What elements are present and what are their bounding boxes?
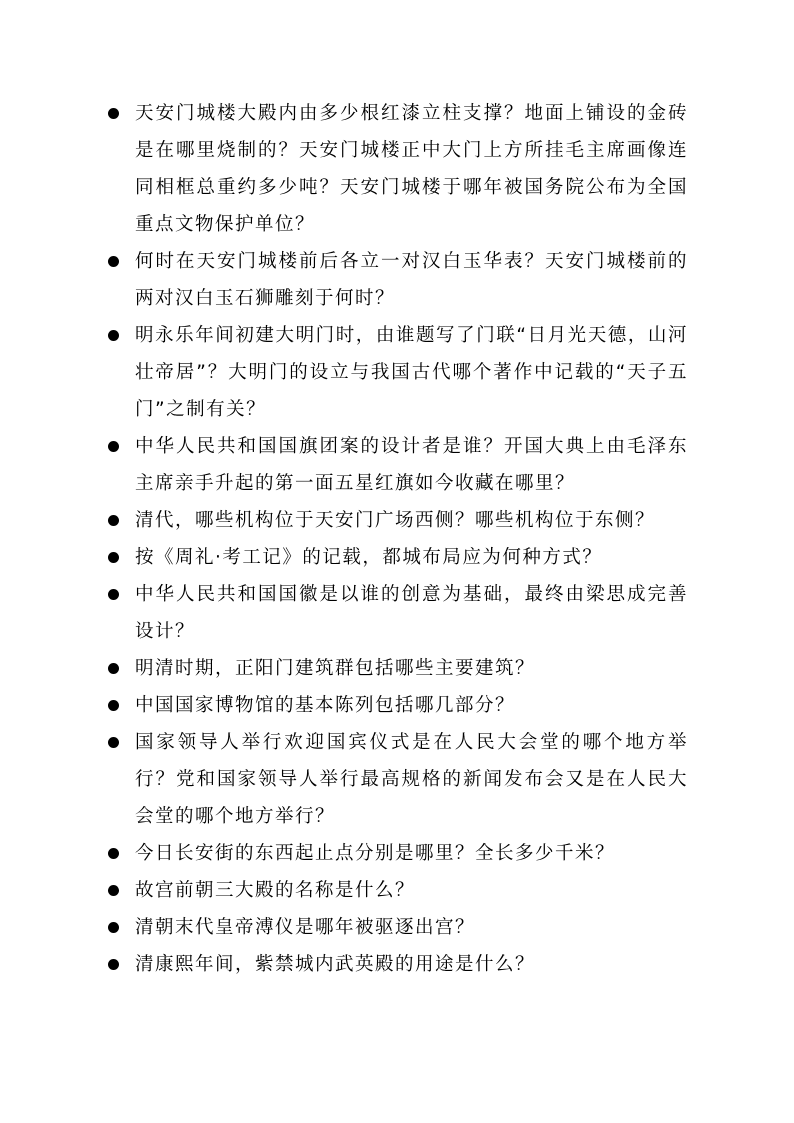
question-list bbox=[108, 95, 688, 983]
question-text: 中国国家博物馆的基本陈列包括哪几部分？ bbox=[135, 695, 516, 716]
question-item bbox=[108, 687, 688, 724]
bullet-icon bbox=[108, 330, 119, 341]
question-item bbox=[108, 539, 688, 576]
question-item bbox=[108, 502, 688, 539]
question-item bbox=[108, 946, 688, 983]
bullet-icon bbox=[108, 108, 119, 119]
question-text: 中华人民共和国国徽是以谁的创意为基础，最终由梁思成完善设计？ bbox=[135, 584, 688, 642]
question-item bbox=[108, 872, 688, 909]
bullet-icon bbox=[108, 700, 119, 711]
bullet-icon bbox=[108, 737, 119, 748]
question-text: 今日长安街的东西起止点分别是哪里？全长多少千米？ bbox=[135, 843, 616, 864]
question-text: 故宫前朝三大殿的名称是什么？ bbox=[135, 880, 416, 901]
question-item bbox=[108, 317, 688, 428]
question-item bbox=[108, 724, 688, 835]
question-text: 天安门城楼大殿内由多少根红漆立柱支撑？地面上铺设的金砖是在哪里烧制的？天安门城楼正中大门上方所挂毛主席画像连同相框总重约多少吨？天安门城楼于哪年被国务院公布为全国重点文物保护单位？ bbox=[135, 103, 688, 235]
question-text: 清康熙年间，紫禁城内武英殿的用途是什么？ bbox=[135, 954, 536, 975]
question-item bbox=[108, 909, 688, 946]
question-text: 按《周礼·考工记》的记载，都城布局应为何种方式？ bbox=[135, 547, 603, 568]
bullet-icon bbox=[108, 885, 119, 896]
question-text: 国家领导人举行欢迎国宾仪式是在人民大会堂的哪个地方举行？党和国家领导人举行最高规格的新闻发布会又是在人民大会堂的哪个地方举行？ bbox=[135, 732, 688, 827]
question-item bbox=[108, 650, 688, 687]
bullet-icon bbox=[108, 256, 119, 267]
bullet-icon bbox=[108, 552, 119, 563]
bullet-icon bbox=[108, 848, 119, 859]
bullet-icon bbox=[108, 589, 119, 600]
question-item bbox=[108, 243, 688, 317]
question-text: 清朝末代皇帝溥仪是哪年被驱逐出宫？ bbox=[135, 917, 476, 938]
question-item bbox=[108, 95, 688, 243]
bullet-icon bbox=[108, 922, 119, 933]
bullet-icon bbox=[108, 959, 119, 970]
question-text: 明清时期，正阳门建筑群包括哪些主要建筑？ bbox=[135, 658, 536, 679]
question-text: 清代，哪些机构位于天安门广场西侧？哪些机构位于东侧？ bbox=[135, 510, 656, 531]
question-item bbox=[108, 835, 688, 872]
question-text: 中华人民共和国国旗团案的设计者是谁？开国大典上由毛泽东主席亲手升起的第一面五星红旗如今收藏在哪里？ bbox=[135, 436, 688, 494]
bullet-icon bbox=[108, 663, 119, 674]
question-text: 何时在天安门城楼前后各立一对汉白玉华表？天安门城楼前的两对汉白玉石狮雕刻于何时？ bbox=[135, 251, 688, 309]
bullet-icon bbox=[108, 515, 119, 526]
question-item bbox=[108, 576, 688, 650]
question-item bbox=[108, 428, 688, 502]
bullet-icon bbox=[108, 441, 119, 452]
question-text: 明永乐年间初建大明门时，由谁题写了门联“日月光天德，山河壮帝居”？大明门的设立与我国古代哪个著作中记载的“天子五门”之制有关？ bbox=[135, 325, 688, 420]
